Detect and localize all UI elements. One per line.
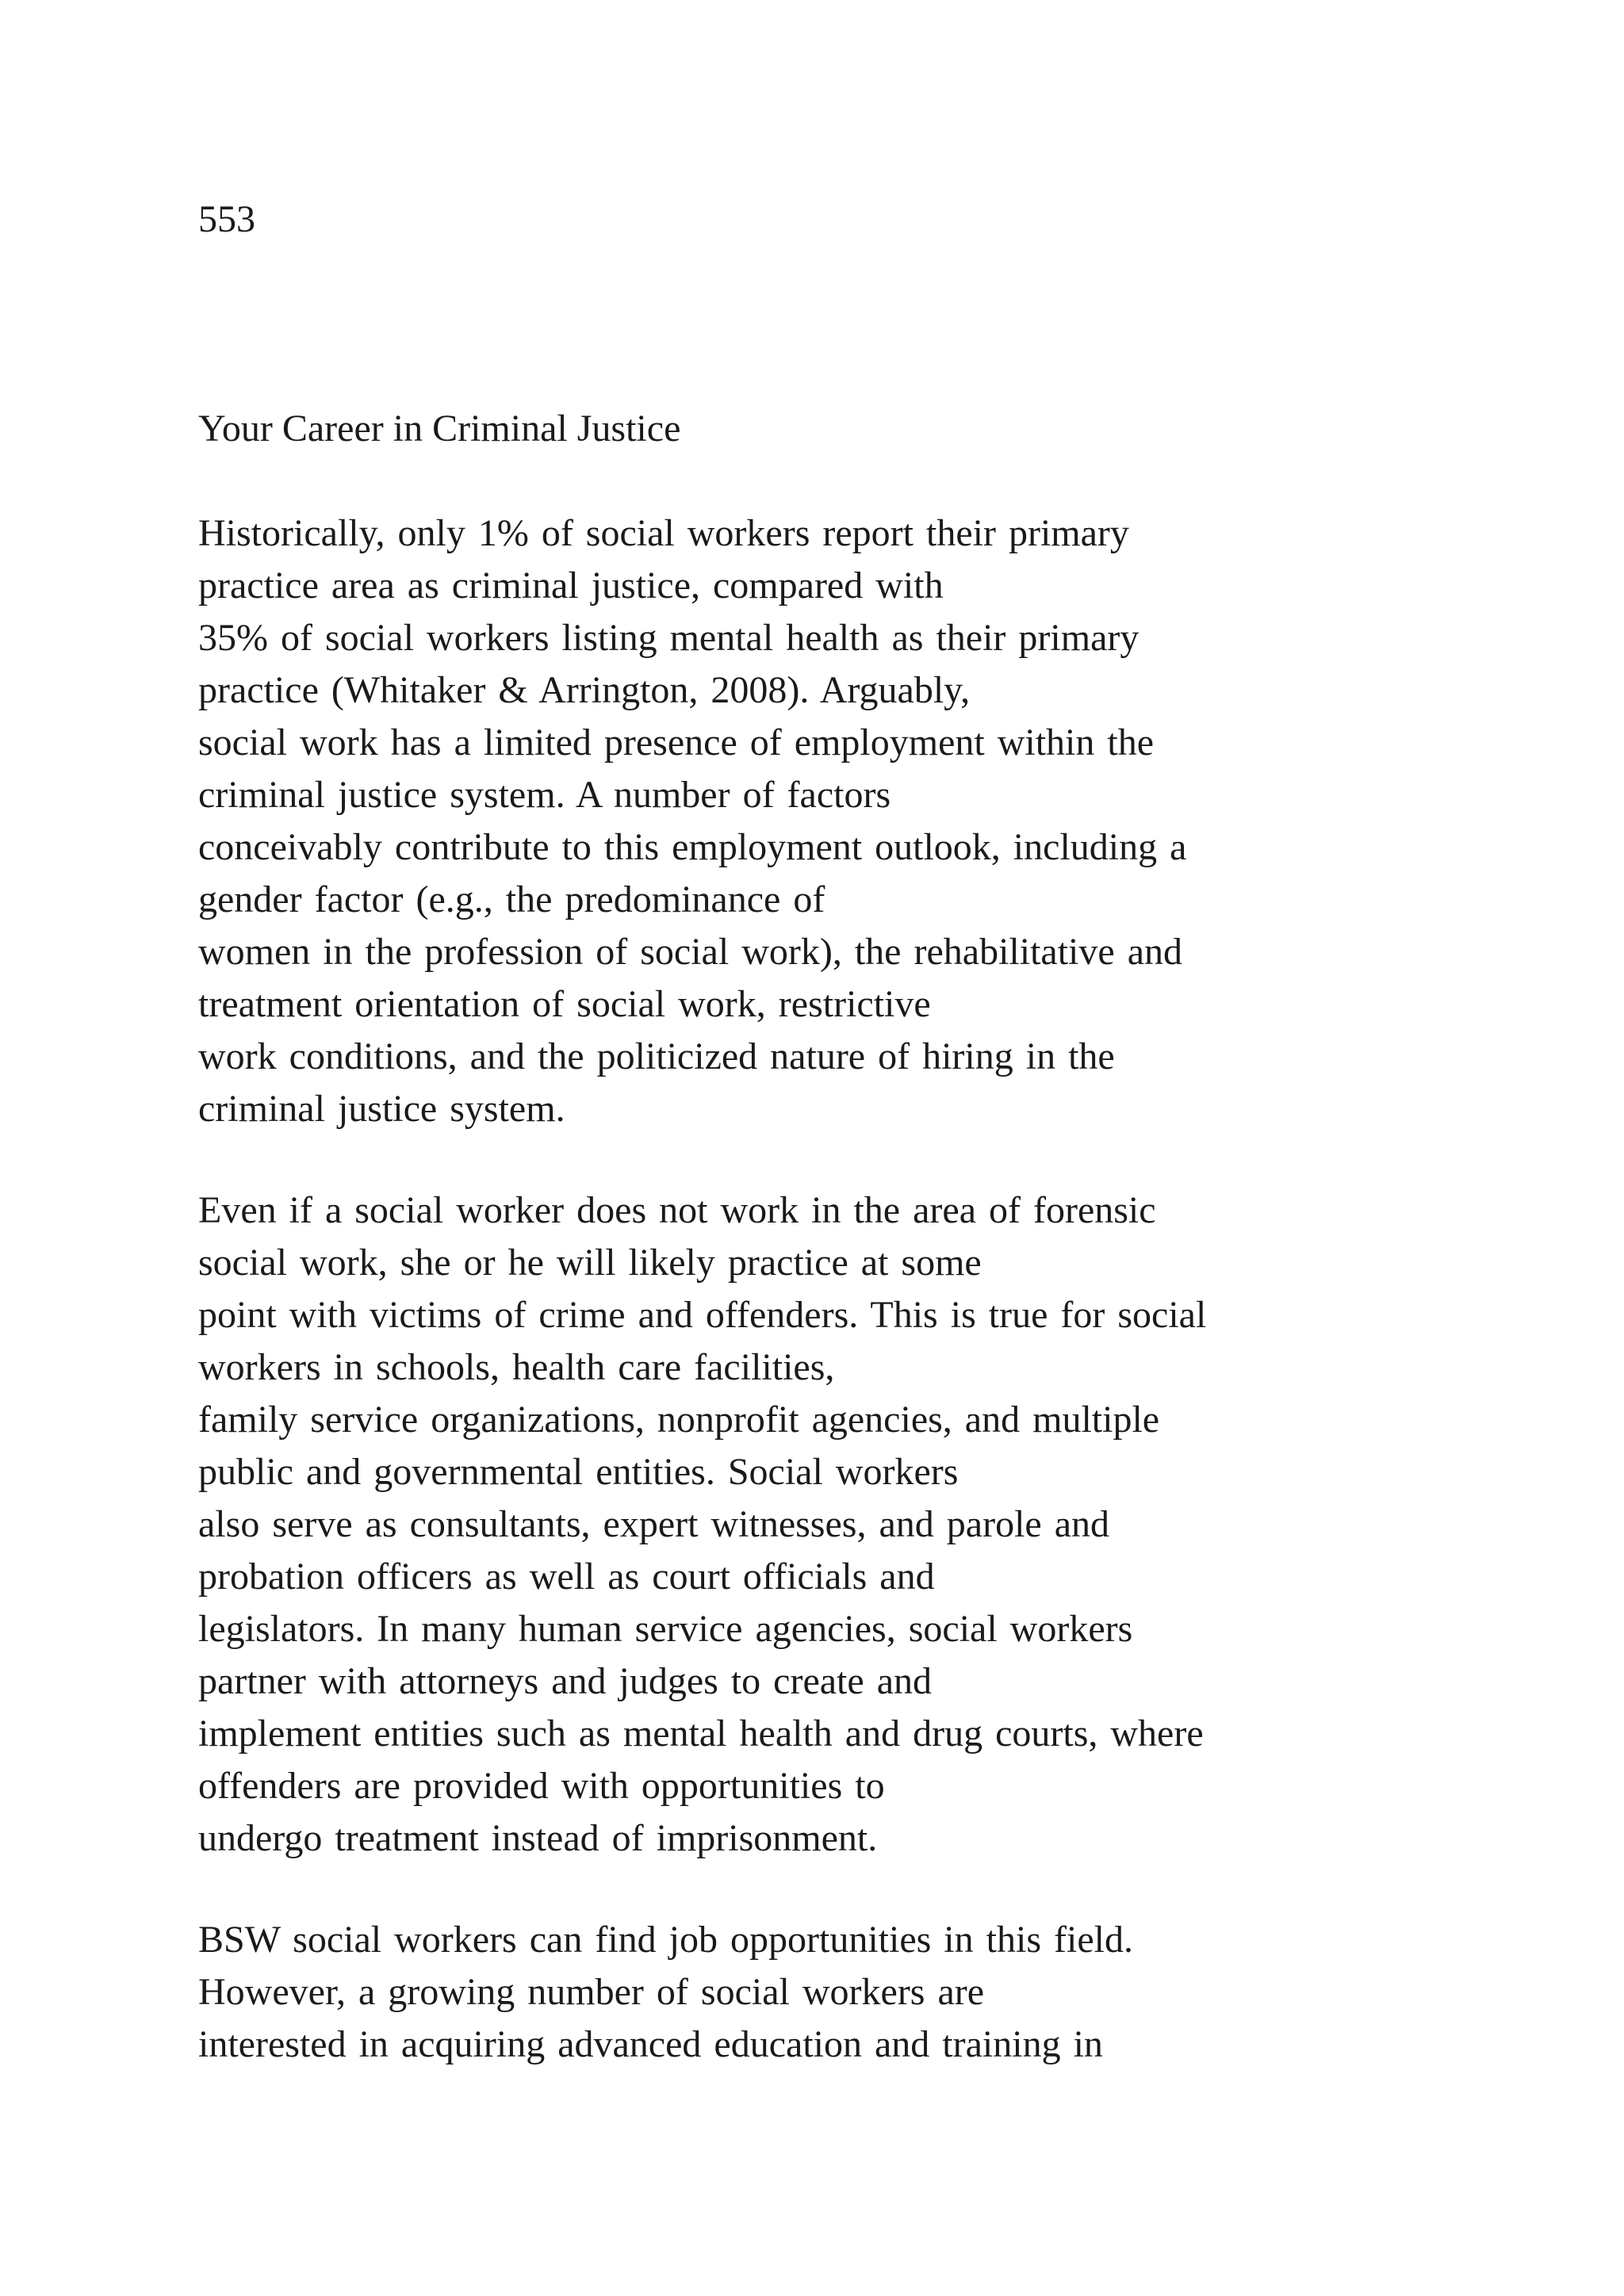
text-line: women in the profession of social work), the rehabilitative and (198, 931, 1182, 973)
text-line: offenders are provided with opportunities to (198, 1765, 885, 1807)
text-line: social work has a limited presence of employment within the (198, 721, 1155, 763)
text-line: implement entities such as mental health and drug courts, where (198, 1712, 1204, 1755)
text-line: criminal justice system. A number of factors (198, 774, 891, 816)
text-line: public and governmental entities. Social workers (198, 1451, 959, 1493)
text-line: However, a growing number of social workers are (198, 1971, 985, 2013)
text-line: 35% of social workers listing mental health as their primary (198, 617, 1139, 659)
text-line: also serve as consultants, expert witnesses, and parole and (198, 1503, 1110, 1545)
text-line: workers in schools, health care facilities, (198, 1346, 835, 1388)
text-line: interested in acquiring advanced education and training in (198, 2023, 1103, 2065)
text-line: Historically, only 1% of social workers report their primary (198, 512, 1129, 554)
text-line: practice (Whitaker & Arrington, 2008). Arguably, (198, 669, 971, 711)
text-line: practice area as criminal justice, compared with (198, 564, 944, 607)
text-line: family service organizations, nonprofit agencies, and multiple (198, 1399, 1160, 1441)
text-line: legislators. In many human service agencies, social workers (198, 1608, 1133, 1650)
text-line: treatment orientation of social work, restrictive (198, 983, 931, 1025)
paragraph-1 (198, 507, 1186, 1135)
text-line: criminal justice system. (198, 1088, 565, 1130)
section-title: Your Career in Criminal Justice (198, 408, 681, 450)
text-line: probation officers as well as court officials and (198, 1556, 935, 1598)
text-line: Even if a social worker does not work in the area of forensic (198, 1189, 1156, 1231)
text-line: work conditions, and the politicized nature of hiring in the (198, 1035, 1115, 1077)
paragraph-2 (198, 1184, 1206, 1865)
text-line: point with victims of crime and offenders. This is true for social (198, 1294, 1207, 1336)
text-line: social work, she or he will likely practice at some (198, 1242, 982, 1284)
text-line: gender factor (e.g., the predominance of (198, 878, 825, 920)
page-number: 553 (198, 198, 255, 240)
text-line: undergo treatment instead of imprisonment. (198, 1817, 878, 1859)
paragraph-3 (198, 1914, 1133, 2071)
text-line: partner with attorneys and judges to create and (198, 1660, 932, 1702)
text-line: BSW social workers can find job opportunities in this field. (198, 1919, 1133, 1961)
text-line: conceivably contribute to this employment outlook, including a (198, 826, 1187, 868)
